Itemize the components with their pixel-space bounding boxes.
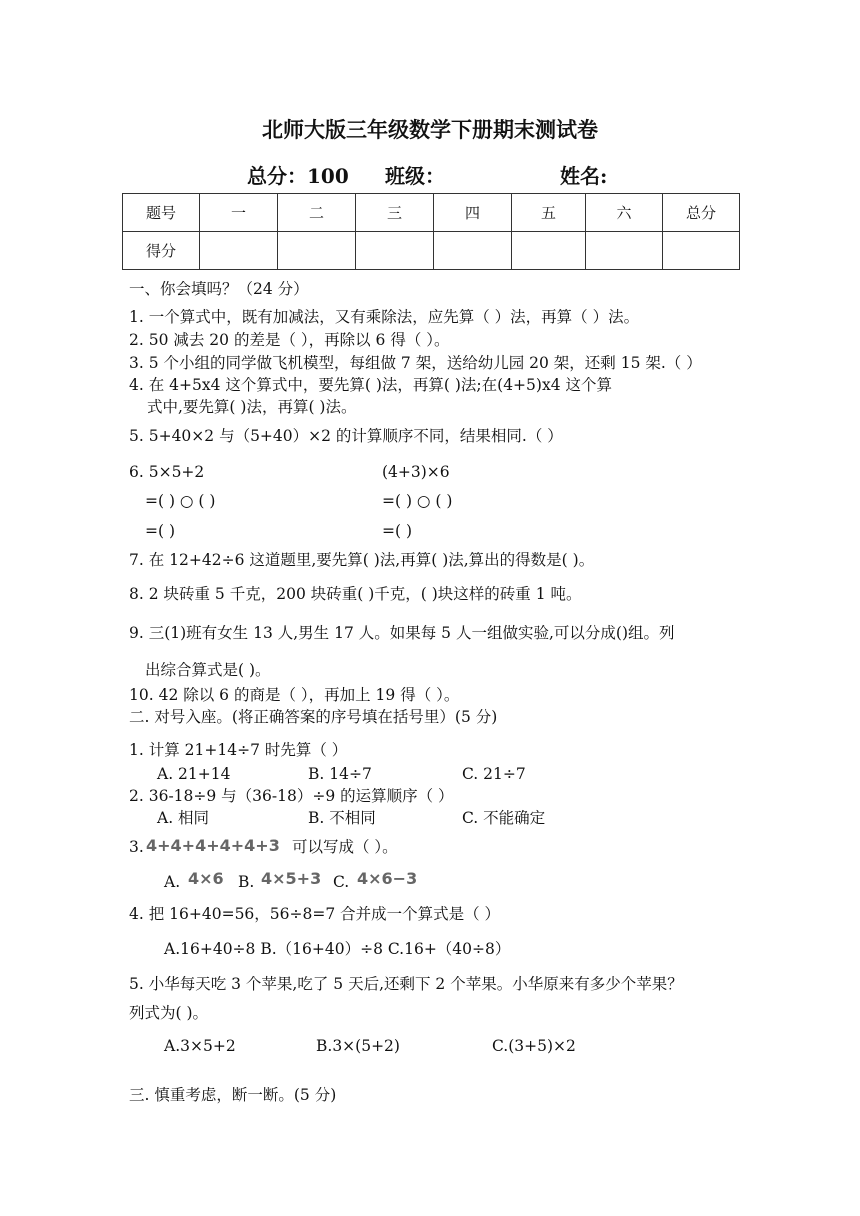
student-name-label: 姓名:	[560, 164, 608, 188]
question-2-3-option-a-expr: 4×6	[188, 869, 224, 888]
total-score-label: 总分：100	[247, 164, 349, 188]
score-cell: 五	[512, 194, 586, 232]
question-2-2: 2. 36-18÷9 与（36-18）÷9 的运算顺序（ ）	[129, 787, 454, 805]
question-2-2-option-a: A. 相同	[157, 809, 210, 827]
question-1-6-left-expr: 6. 5×5+2	[129, 463, 205, 481]
question-2-3-option-c-label: C.	[333, 873, 350, 891]
score-table-header-row	[123, 194, 740, 232]
score-cell: 二	[278, 194, 356, 232]
question-1-2: 2. 50 减去 20 的差是（ ），再除以 6 得（ ）。	[129, 331, 450, 349]
section-1-heading: 一、你会填吗？（24 分）	[129, 280, 309, 298]
score-cell: 总分	[663, 194, 740, 232]
question-2-2-option-b: B. 不相同	[308, 809, 376, 827]
question-2-5: 5. 小华每天吃 3 个苹果,吃了 5 天后,还剩下 2 个苹果。小华原来有多少个苹果？	[129, 975, 683, 993]
question-1-8: 8. 2 块砖重 5 千克，200 块砖重( )千克，( )块这样的砖重 1 吨。	[129, 585, 582, 603]
question-2-5-continued: 列式为( )。	[129, 1004, 209, 1022]
question-2-2-option-c: C. 不能确定	[462, 809, 546, 827]
question-2-5-option-a: A.3×5+2	[164, 1037, 236, 1055]
score-input-cell[interactable]	[434, 232, 512, 270]
question-2-1-option-c: C. 21÷7	[462, 765, 526, 783]
question-2-3-option-c-expr: 4×6−3	[357, 869, 418, 888]
question-2-3-option-b-expr: 4×5+3	[261, 869, 322, 888]
question-2-5-option-b: B.3×(5+2)	[316, 1037, 400, 1055]
question-1-6-left-step1: =( ) ○ ( )	[145, 492, 216, 510]
question-2-4: 4. 把 16+40=56，56÷8=7 合并成一个算式是（ ）	[129, 905, 501, 923]
score-table-score-row	[123, 232, 740, 270]
score-cell: 三	[356, 194, 434, 232]
question-1-4-continued: 式中,要先算( )法，再算( )法。	[147, 398, 357, 416]
question-2-3-number: 3.	[129, 838, 144, 856]
score-cell: 四	[434, 194, 512, 232]
score-input-cell[interactable]	[278, 232, 356, 270]
score-input-cell[interactable]	[512, 232, 586, 270]
question-1-4: 4. 在 4+5x4 这个算式中，要先算( )法，再算( )法;在(4+5)x4 这个算	[129, 376, 612, 394]
question-1-5: 5. 5+40×2 与（5+40）×2 的计算顺序不同，结果相同.（ ）	[129, 427, 563, 445]
question-1-6-right-step2: =( )	[382, 522, 413, 540]
question-2-4-options: A.16+40÷8 B.（16+40）÷8 C.16+（40÷8）	[164, 940, 511, 958]
score-input-cell[interactable]	[356, 232, 434, 270]
class-label: 班级：	[385, 164, 445, 188]
question-2-3-option-b-label: B.	[238, 873, 255, 891]
score-cell: 六	[586, 194, 663, 232]
score-input-cell[interactable]	[200, 232, 278, 270]
question-2-1-option-b: B. 14÷7	[308, 765, 372, 783]
score-input-cell[interactable]	[586, 232, 663, 270]
question-2-1: 1. 计算 21+14÷7 时先算（ ）	[129, 741, 348, 759]
question-2-3-option-a-label: A.	[164, 873, 181, 891]
question-2-3-expression: 4+4+4+4+4+3	[146, 836, 280, 855]
question-2-5-option-c: C.(3+5)×2	[492, 1037, 576, 1055]
section-2-heading: 二. 对号入座。(将正确答案的序号填在括号里）(5 分)	[129, 708, 498, 726]
question-1-6-right-step1: =( ) ○ ( )	[382, 492, 453, 510]
question-1-9: 9. 三(1)班有女生 13 人,男生 17 人。如果每 5 人一组做实验,可以分成()组。列	[129, 624, 675, 642]
question-1-3: 3. 5 个小组的同学做飞机模型，每组做 7 架，送给幼儿园 20 架，还剩 15 架.（ ）	[129, 354, 702, 372]
score-input-cell[interactable]	[663, 232, 740, 270]
score-cell: 得分	[123, 232, 200, 270]
score-cell: 题号	[123, 194, 200, 232]
question-1-1: 1. 一个算式中，既有加减法，又有乘除法，应先算（ ）法，再算（ ）法。	[129, 308, 640, 326]
question-1-10: 10. 42 除以 6 的商是（ ），再加上 19 得（ ）。	[129, 686, 460, 704]
question-1-9-continued: 出综合算式是( )。	[145, 661, 271, 679]
question-2-1-option-a: A. 21+14	[157, 765, 231, 783]
question-1-7: 7. 在 12+42÷6 这道题里,要先算( )法,再算( )法,算出的得数是( )。	[129, 551, 595, 569]
score-table	[122, 193, 740, 270]
question-1-6-left-step2: =( )	[145, 522, 176, 540]
section-3-heading: 三. 慎重考虑，断一断。(5 分)	[129, 1086, 337, 1104]
page-title: 北师大版三年级数学下册期末测试卷	[262, 117, 598, 142]
score-cell: 一	[200, 194, 278, 232]
question-2-3-text: 可以写成（ ）。	[292, 838, 398, 856]
question-1-6-right-expr: (4+3)×6	[382, 463, 450, 481]
